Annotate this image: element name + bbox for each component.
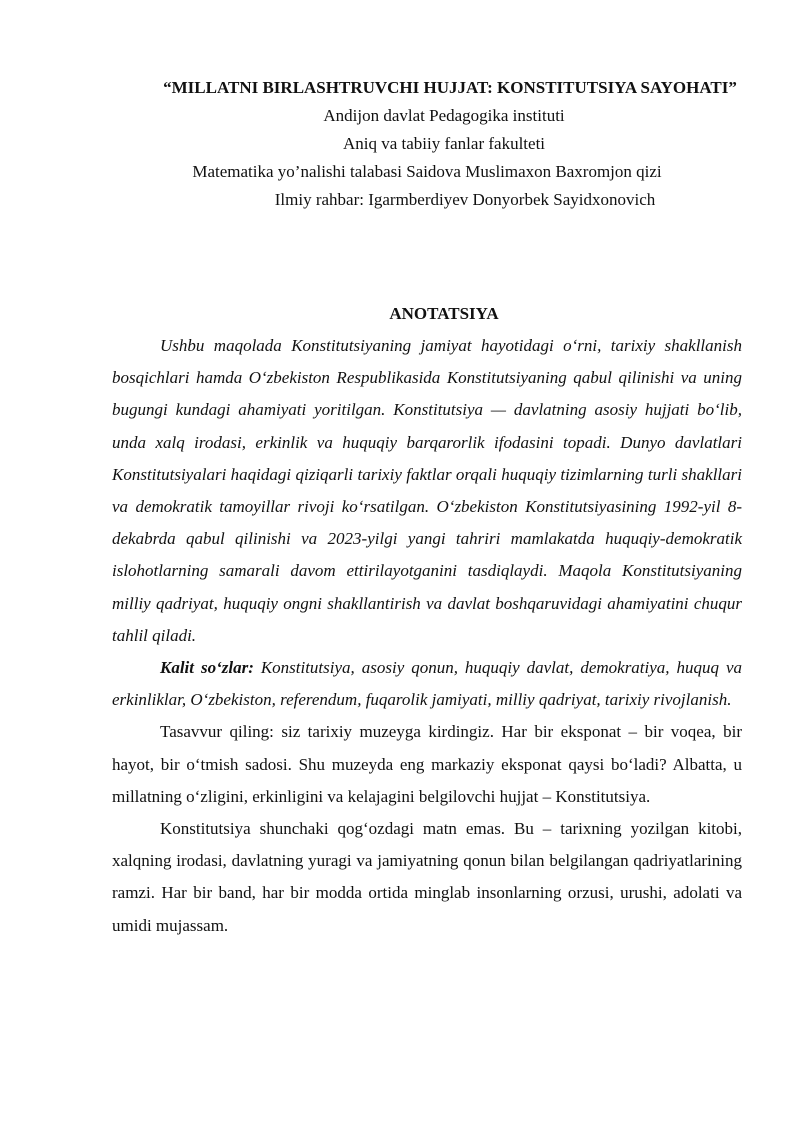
- body-paragraph-2: Konstitutsiya shunchaki qog‘ozdagi matn emas. Bu – tarixning yozilgan kitobi, xalqning irodasi, davlatning yuragi va jamiyatning qonun bilan belgilangan qadriyatlarining ramzi. Har bir band, har bir modda ortida minglab insonlarning orzusi, urushi, adolati va umidi mujassam.: [112, 819, 742, 935]
- abstract-text: Ushbu maqolada Konstitutsiyaning jamiyat hayotidagi o‘rni, tarixiy shakllanish bosqichlari hamda O‘zbekiston Respublikasida Konstitutsiyaning qabul qilinishi va uning bugungi kundagi ahamiyati yoritilgan. Konstitutsiya — davlatning asosiy hujjati bo‘lib, unda xalq irodasi, erkinlik va huquqiy barqarorlik ifodasini topadi. Dunyo davlatlari Konstitutsiyalari haqidagi qiziqarli tarixiy faktlar orqali huquqiy tizimlarning turli shakllari va demokratik tamoyillar rivoji ko‘rsatilgan. O‘zbekiston Konstitutsiyasining 1992-yil 8-dekabrda qabul qilinishi va 2023-yilgi yangi tahriri mamlakatda huquqiy-demokratik islohotlarning samarali davom ettirilayotganini tasdiqlaydi. Maqola Konstitutsiyaning milliy qadriyat, huquqiy ongni shakllantirish va davlat boshqaruvidagi ahamiyatini chuqur tahlil qiladi.: [112, 336, 742, 645]
- keywords-text: Konstitutsiya, asosiy qonun, huquqiy davlat, demokratiya, huquq va erkinliklar, O‘zbekiston, referendum, fuqarolik jamiyati, milliy qadriyat, tarixiy rivojlanish.: [112, 658, 742, 710]
- article-body: [112, 300, 742, 942]
- abstract-heading: ANOTATSIYA: [389, 304, 499, 323]
- body-paragraph-1: Tasavvur qiling: siz tarixiy muzeyga kirdingiz. Har bir eksponat – bir voqea, bir hayot, bir o‘tmish sadosi. Shu muzeyda eng markaziy eksponat qaysi bo‘ladi? Albatta, u millatning o‘zligini, erkinligini va kelajagini belgilovchi hujjat – Konstitutsiya.: [112, 722, 742, 806]
- author-line: Matematika yo’nalishi talabasi Saidova Muslimaxon Baxromjon qizi: [192, 162, 662, 181]
- keywords-paragraph: [112, 652, 742, 716]
- article-title: “MILLATNI BIRLASHTRUVCHI HUJJAT: KONSTITUTSIYA SAYOHATI”: [163, 78, 737, 97]
- article-header: [112, 74, 742, 214]
- institute-name: Andijon davlat Pedagogika instituti: [323, 106, 565, 125]
- faculty-name: Aniq va tabiiy fanlar fakulteti: [342, 134, 546, 153]
- keywords-label: Kalit so‘zlar:: [160, 658, 254, 678]
- advisor-line: Ilmiy rahbar: Igarmberdiyev Donyorbek Sayidxonovich: [274, 190, 656, 209]
